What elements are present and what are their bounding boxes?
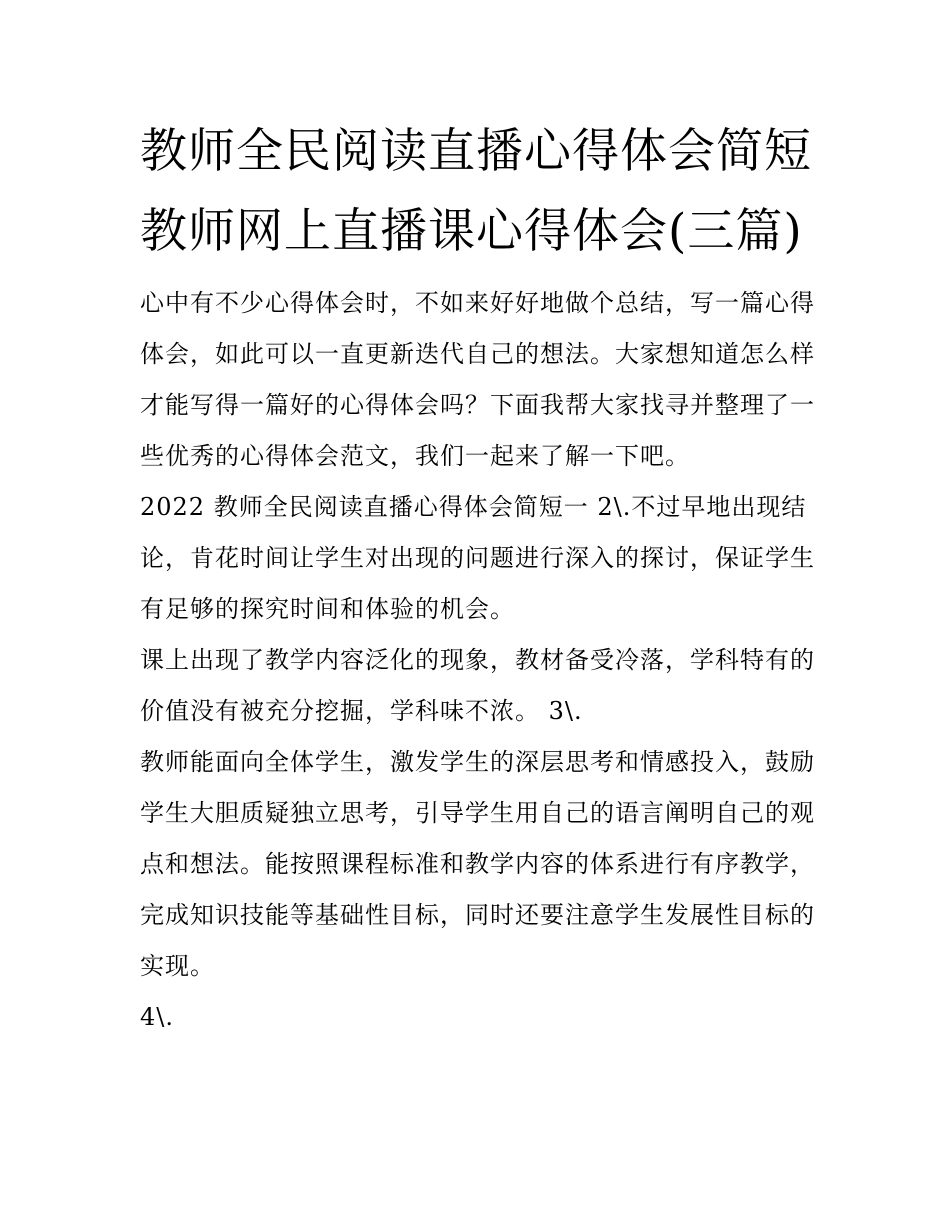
- document-body: [140, 112, 830, 1043]
- paragraph-section-2: 课上出现了教学内容泛化的现象，教材备受冷落，学科特有的价值没有被充分挖掘，学科味不浓。 3\.: [140, 646, 815, 725]
- paragraph-section-3: 教师能面向全体学生，激发学生的深层思考和情感投入，鼓励学生大胆质疑独立思考，引导学生用自己的语言阐明自己的观点和想法。能按照课程标准和教学内容的体系进行有序教学，完成知识技能等基础性目标，同时还要注意学生发展性目标的实现。: [140, 748, 815, 980]
- paragraph-intro: 心中有不少心得体会时，不如来好好地做个总结，写一篇心得体会，如此可以一直更新迭代自己的想法。大家想知道怎么样才能写得一篇好的心得体会吗？下面我帮大家找寻并整理了一些优秀的心得体会范文，我们一起来了解一下吧。: [140, 289, 815, 470]
- paragraph-section-4: 4\.: [140, 1003, 174, 1031]
- paragraph-section-1: 2022 教师全民阅读直播心得体会简短一 2\.不过早地出现结论，肯花时间让学生对出现的问题进行深入的探讨，保证学生有足够的探究时间和体验的机会。: [140, 493, 815, 623]
- document-title: 教师全民阅读直播心得体会简短 教师网上直播课心得体会(三篇): [140, 124, 812, 259]
